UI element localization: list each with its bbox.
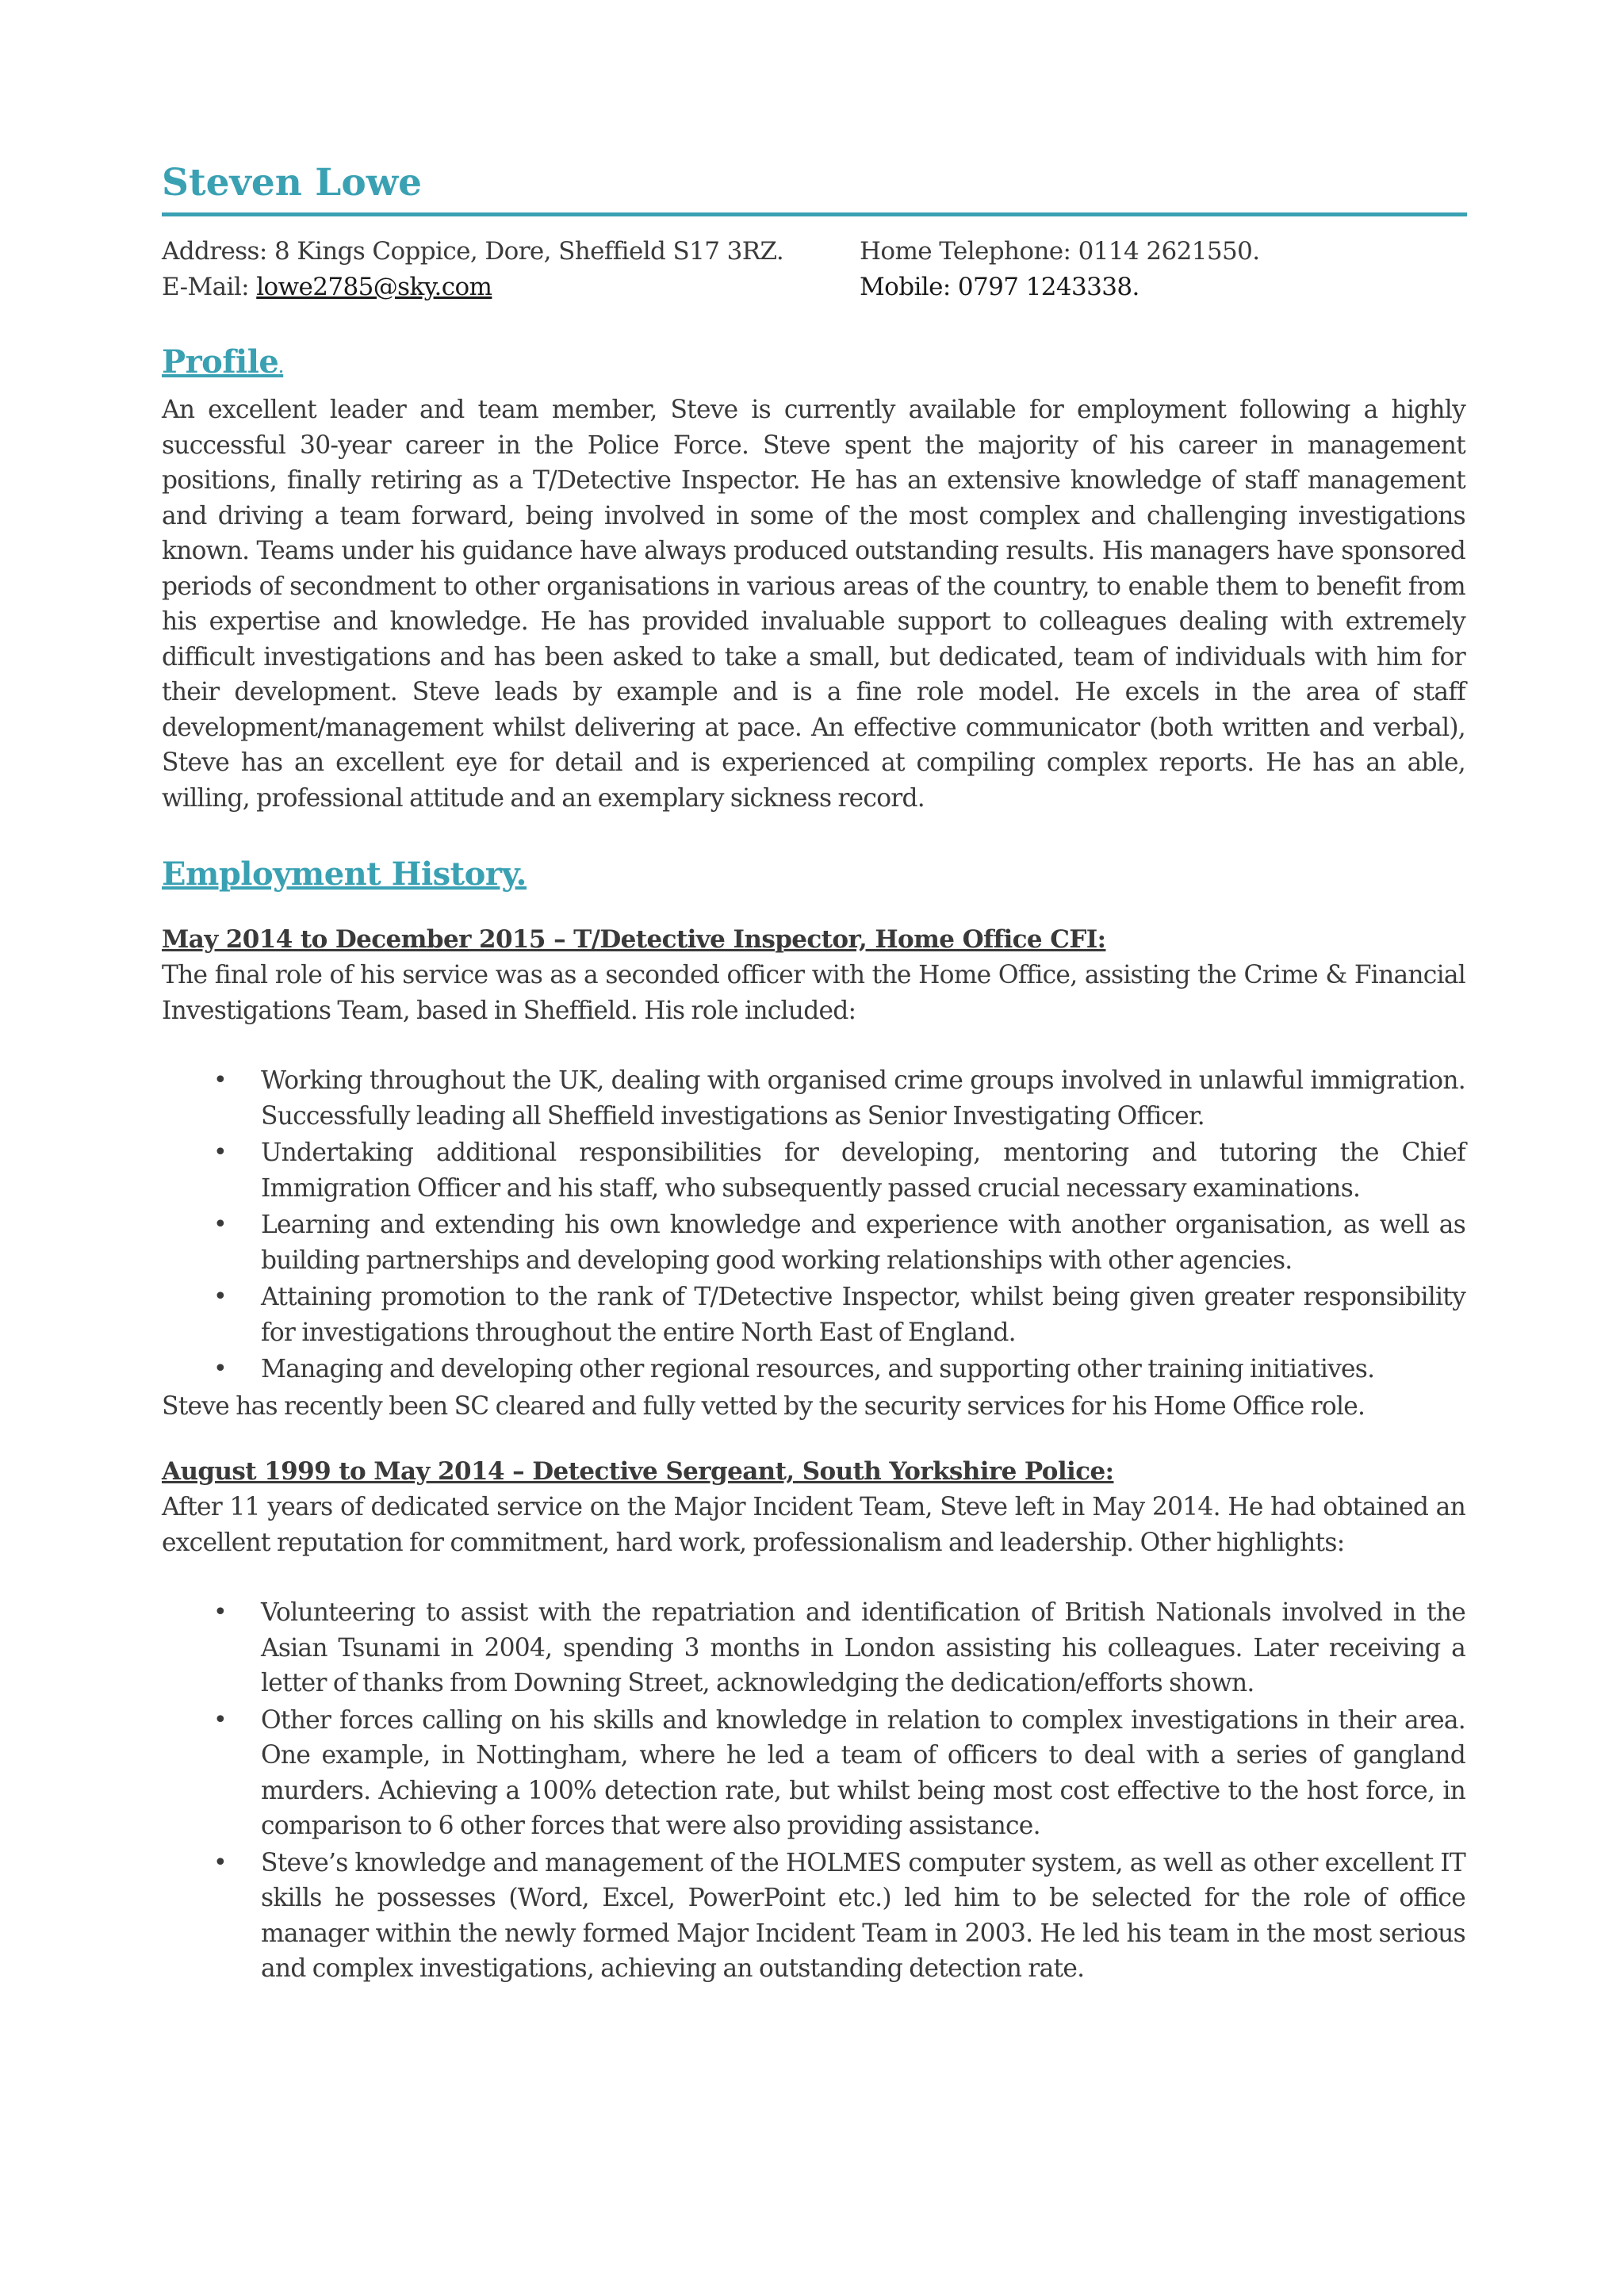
profile-paragraph: An excellent leader and team member, Steve is currently available for employment following a highly successful 30-year career in the Police Force. Steve spent the majority of his career in management positions, finally retiring as a T/Detective Inspector. He has an extensive knowledge of staff management and driving a team forward, being involved in some of the most complex and challenging investigations known. Teams under his guidance have always produced outstanding results. His managers have sponsored periods of secondment to other organisations in various areas of the country, to enable them to benefit from his expertise and knowledge. He has provided invaluable support to colleagues dealing with extremely difficult investigations and has been asked to take a small, but dedicated, team of individuals with him for their development. Steve leads by example and is a fine role model. He excels in the area of staff development/management whilst delivering at pace. An effective communicator (both written and verbal), Steve has an excellent eye for detail and is experienced at compiling complex reports. He has an able, willing, professional attitude and an exemplary sickness record. — [162, 396, 1465, 813]
email-link[interactable]: lowe2785@sky.com — [256, 273, 492, 301]
contact-row-2 — [162, 270, 1465, 305]
list-item — [213, 1703, 1465, 1844]
list-item — [213, 1352, 1465, 1387]
header-divider — [162, 212, 1467, 216]
job-intro: The final role of his service was as a seconded officer with the Home Office, assisting the Crime & Financial Investigations Team, based in Sheffield. His role included: — [162, 961, 1465, 1025]
list-item-text: Steve’s knowledge and management of the HOLMES computer system, as well as other excellent IT skills he possesses (Word, Excel, PowerPoint etc.) led him to be selected for the role of office manager within the newly formed Major Incident Team in 2003. He led his team in the most serious and complex investigations, achieving an outstanding detection rate. — [261, 1848, 1465, 1983]
bullet-icon: • — [213, 1705, 227, 1734]
address-text: Address: 8 Kings Coppice, Dore, Sheffield S17 3RZ. — [162, 237, 784, 266]
home-telephone-text: Home Telephone: 0114 2621550. — [860, 237, 1260, 266]
list-item — [213, 1063, 1465, 1134]
profile-heading-suffix: . — [278, 360, 284, 377]
list-item-text: Volunteering to assist with the repatriation and identification of British Nationals involved in the Asian Tsunami in 2004, spending 3 months in London assisting his colleagues. Later receiving a letter of thanks from Downing Street, acknowledging the dedication/efforts shown. — [261, 1598, 1465, 1697]
list-item-text: Attaining promotion to the rank of T/Detective Inspector, whilst being given greater responsibility for investigations throughout the entire North East of England. — [261, 1283, 1465, 1347]
job-bullet-list — [162, 1595, 1465, 1987]
bullet-icon: • — [213, 1848, 227, 1877]
list-item-text: Working throughout the UK, dealing with organised crime groups involved in unlawful immigration. Successfully leading all Sheffield investigations as Senior Investigating Officer. — [261, 1066, 1465, 1131]
contact-row-1 — [162, 234, 1465, 270]
list-item — [213, 1846, 1465, 1987]
cv-page — [162, 155, 1465, 1988]
employment-heading: Employment History. — [162, 855, 527, 893]
bullet-icon: • — [213, 1355, 227, 1383]
profile-heading-text: Profile — [162, 343, 279, 381]
bullet-icon: • — [213, 1066, 227, 1094]
list-item-text: Managing and developing other regional resources, and supporting other training initiatives. — [261, 1355, 1375, 1383]
list-item — [213, 1135, 1465, 1206]
candidate-name: Steven Lowe — [162, 161, 423, 205]
bullet-icon: • — [213, 1211, 227, 1238]
list-item — [213, 1595, 1465, 1701]
mobile-text: Mobile: 0797 1243338. — [860, 273, 1139, 301]
job-bullet-list — [162, 1063, 1465, 1387]
email-line — [162, 270, 492, 305]
list-item-text: Learning and extending his own knowledge and experience with another organisation, as well as building partnerships and developing good working relationships with other agencies. — [261, 1211, 1465, 1275]
job-title: August 1999 to May 2014 – Detective Sergeant, South Yorkshire Police: — [162, 1457, 1114, 1486]
list-item — [213, 1280, 1465, 1350]
email-label: E-Mail: — [162, 273, 257, 301]
bullet-icon: • — [213, 1138, 227, 1166]
profile-heading — [162, 339, 1465, 392]
list-item-text: Undertaking additional responsibilities for developing, mentoring and tutoring the Chief Immigration Officer and his staff, who subsequently passed crucial necessary examinations. — [261, 1138, 1465, 1203]
list-item — [213, 1207, 1465, 1278]
job-outro: Steve has recently been SC cleared and fully vetted by the security services for his Home Office role. — [162, 1391, 1365, 1421]
list-item-text: Other forces calling on his skills and knowledge in relation to complex investigations in their area. One example, in Nottingham, where he led a team of officers to deal with a series of gangland murders. Achieving a 100% detection rate, but whilst being most cost effective to the host force, in comparison to 6 other forces that were also providing assistance. — [261, 1705, 1465, 1840]
job-title: May 2014 to December 2015 – T/Detective Inspector, Home Office CFI: — [162, 925, 1106, 954]
contact-block — [162, 234, 1465, 307]
bullet-icon: • — [213, 1283, 227, 1311]
bullet-icon: • — [213, 1598, 227, 1626]
job-intro: After 11 years of dedicated service on the Major Incident Team, Steve left in May 2014. He had obtained an excellent reputation for commitment, hard work, professionalism and leadership. Other highlights: — [162, 1493, 1465, 1557]
